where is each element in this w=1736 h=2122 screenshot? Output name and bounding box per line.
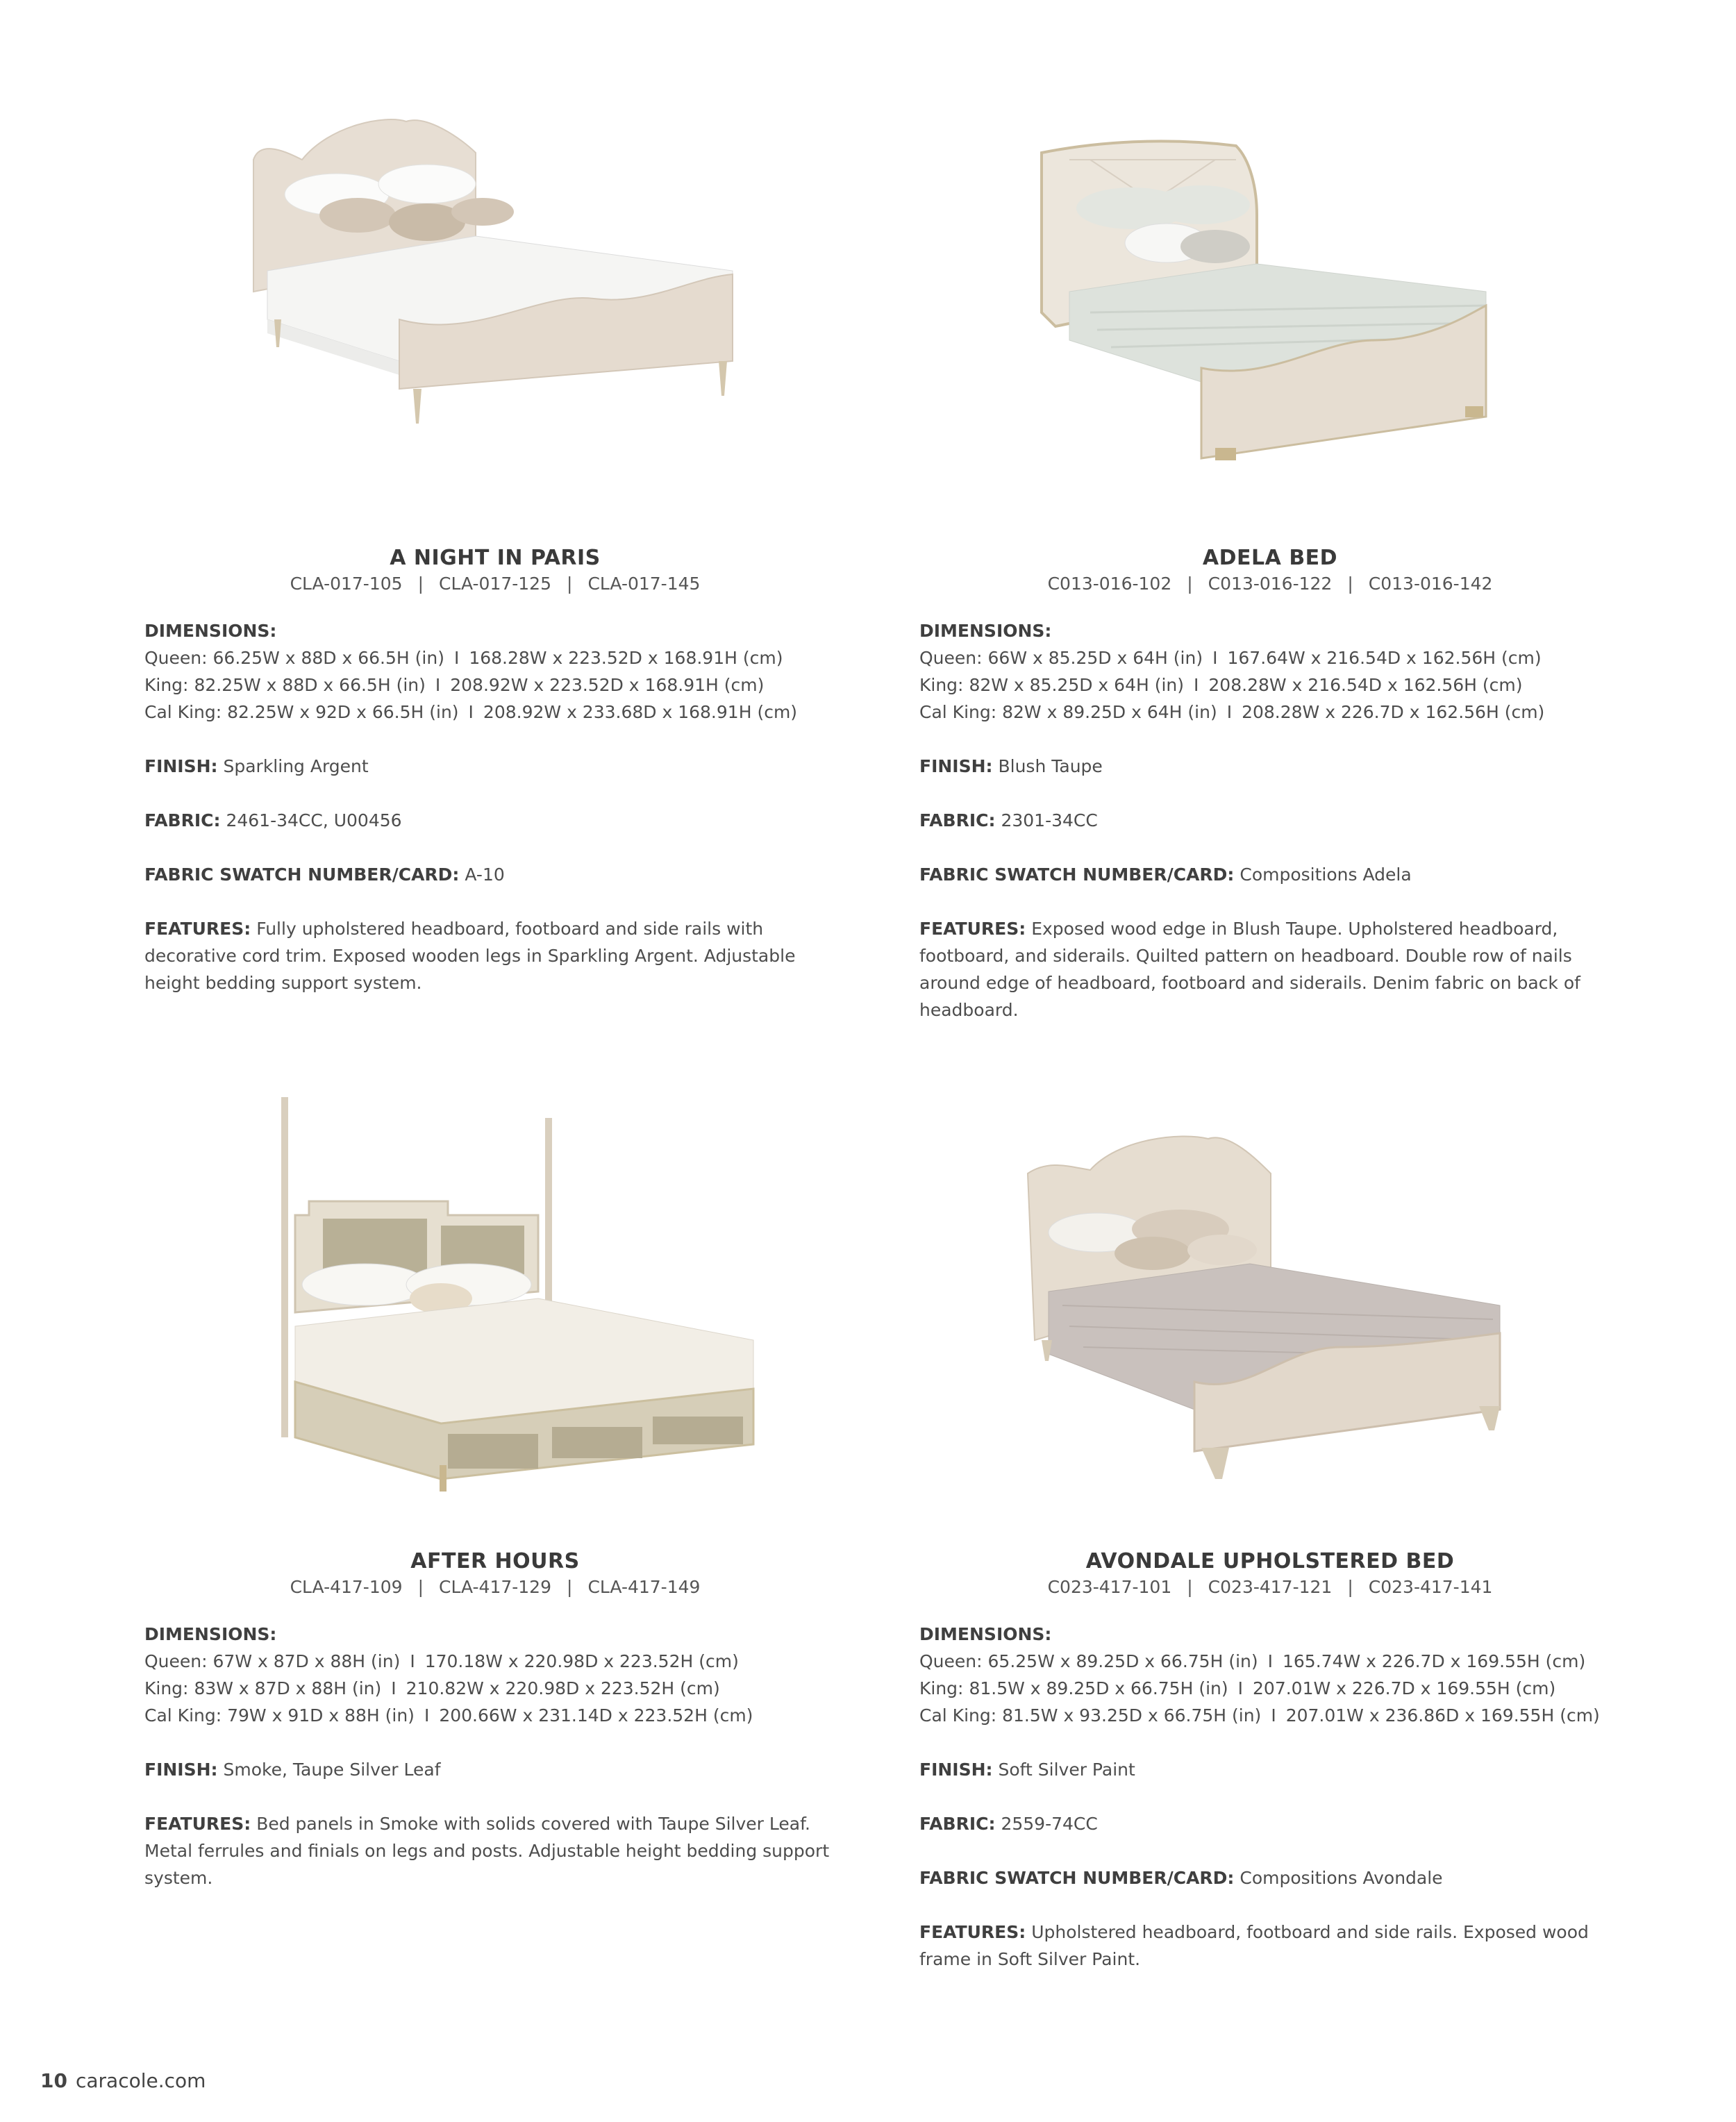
dimension-row-queen: Queen: 67W x 87D x 88H (in) I 170.18W x 220.98D x 223.52H (cm) bbox=[144, 1651, 739, 1671]
dimension-row-queen: Queen: 66W x 85.25D x 64H (in) I 167.64W x 216.54D x 162.56H (cm) bbox=[919, 648, 1542, 668]
sku-separator: | bbox=[1347, 574, 1353, 594]
page-footer bbox=[40, 2069, 206, 2092]
page-number: 10 bbox=[40, 2069, 67, 2092]
product-skus bbox=[919, 1575, 1621, 1600]
fabric-row: FABRIC: 2301-34CC bbox=[919, 810, 1098, 830]
dimensions-block bbox=[919, 617, 1621, 726]
sku: CLA-017-125 bbox=[439, 574, 551, 594]
finish-row: FINISH: Soft Silver Paint bbox=[919, 1760, 1135, 1780]
bed-photo-avondale bbox=[1021, 1132, 1521, 1493]
product-title: ADELA BED bbox=[1202, 546, 1338, 570]
sku: CLA-417-149 bbox=[587, 1577, 701, 1597]
bed-photo-a-night-in-paris bbox=[247, 111, 746, 479]
finish-row: FINISH: Smoke, Taupe Silver Leaf bbox=[144, 1760, 441, 1780]
product-avondale-upholstered-bed bbox=[919, 1548, 1621, 2000]
dimensions-label: DIMENSIONS: bbox=[919, 1624, 1052, 1644]
site-link[interactable]: caracole.com bbox=[75, 2069, 206, 2092]
product-adela-bed bbox=[919, 545, 1621, 1051]
dimension-row-cal-king: Cal King: 82.25W x 92D x 66.5H (in) I 208.92W x 233.68D x 168.91H (cm) bbox=[144, 702, 798, 722]
dimension-row-cal-king: Cal King: 79W x 91D x 88H (in) I 200.66W x 231.14D x 223.52H (cm) bbox=[144, 1705, 753, 1726]
product-a-night-in-paris bbox=[144, 545, 846, 1024]
features-row: FEATURES: Exposed wood edge in Blush Taupe. Upholstered headboard, footboard, and siderails. Quilted pattern on headboard. Double row of nails around edge of headboard, footboard and siderails. Denim fabric on back of headboard. bbox=[919, 919, 1580, 1020]
dimensions-block bbox=[144, 617, 846, 726]
sku-separator: | bbox=[1347, 1577, 1353, 1597]
finish-row: FINISH: Blush Taupe bbox=[919, 756, 1103, 776]
product-title: A NIGHT IN PARIS bbox=[390, 546, 601, 570]
sku: C023-417-101 bbox=[1047, 1577, 1172, 1597]
finish-row: FINISH: Sparkling Argent bbox=[144, 756, 369, 776]
sku-separator: | bbox=[567, 574, 573, 594]
features-row: FEATURES: Bed panels in Smoke with solids covered with Taupe Silver Leaf. Metal ferrules and finials on legs and posts. Adjustable height bedding support system. bbox=[144, 1814, 830, 1888]
sku: C023-417-141 bbox=[1368, 1577, 1493, 1597]
sku-separator: | bbox=[1187, 574, 1193, 594]
sku: C013-016-122 bbox=[1208, 574, 1333, 594]
dimensions-block bbox=[919, 1621, 1621, 1729]
sku: C013-016-102 bbox=[1047, 574, 1172, 594]
product-skus bbox=[919, 571, 1621, 596]
dimension-row-king: King: 81.5W x 89.25D x 66.75H (in) I 207.01W x 226.7D x 169.55H (cm) bbox=[919, 1678, 1556, 1698]
dimension-row-king: King: 82.25W x 88D x 66.5H (in) I 208.92W x 223.52D x 168.91H (cm) bbox=[144, 675, 765, 695]
fabric-row: FABRIC: 2559-74CC bbox=[919, 1814, 1098, 1834]
dimensions-label: DIMENSIONS: bbox=[919, 621, 1052, 641]
features-row: FEATURES: Fully upholstered headboard, footboard and side rails with decorative cord trim. Exposed wooden legs in Sparkling Argent. Adjustable height bedding support system. bbox=[144, 919, 796, 993]
sku: CLA-017-145 bbox=[587, 574, 701, 594]
dimension-row-queen: Queen: 66.25W x 88D x 66.5H (in) I 168.28W x 223.52D x 168.91H (cm) bbox=[144, 648, 783, 668]
swatch-row: FABRIC SWATCH NUMBER/CARD: Compositions Avondale bbox=[919, 1868, 1443, 1888]
sku: C023-417-121 bbox=[1208, 1577, 1333, 1597]
swatch-row: FABRIC SWATCH NUMBER/CARD: Compositions Adela bbox=[919, 864, 1412, 885]
sku: CLA-417-109 bbox=[290, 1577, 403, 1597]
dimension-row-cal-king: Cal King: 82W x 89.25D x 64H (in) I 208.28W x 226.7D x 162.56H (cm) bbox=[919, 702, 1545, 722]
dimension-row-cal-king: Cal King: 81.5W x 93.25D x 66.75H (in) I 207.01W x 236.86D x 169.55H (cm) bbox=[919, 1705, 1600, 1726]
sku: CLA-017-105 bbox=[290, 574, 403, 594]
product-title: AVONDALE UPHOLSTERED BED bbox=[1085, 1549, 1455, 1573]
sku-separator: | bbox=[1187, 1577, 1193, 1597]
sku-separator: | bbox=[417, 574, 424, 594]
dimensions-label: DIMENSIONS: bbox=[144, 1624, 277, 1644]
product-skus bbox=[144, 1575, 846, 1600]
sku: CLA-417-129 bbox=[439, 1577, 551, 1597]
product-title: AFTER HOURS bbox=[410, 1549, 580, 1573]
dimensions-label: DIMENSIONS: bbox=[144, 621, 277, 641]
bed-photo-adela bbox=[1028, 132, 1528, 479]
sku: C013-016-142 bbox=[1368, 574, 1493, 594]
swatch-row: FABRIC SWATCH NUMBER/CARD: A-10 bbox=[144, 864, 505, 885]
dimension-row-king: King: 82W x 85.25D x 64H (in) I 208.28W x 216.54D x 162.56H (cm) bbox=[919, 675, 1523, 695]
dimension-row-queen: Queen: 65.25W x 89.25D x 66.75H (in) I 165.74W x 226.7D x 169.55H (cm) bbox=[919, 1651, 1586, 1671]
features-row: FEATURES: Upholstered headboard, footboard and side rails. Exposed wood frame in Soft Silver Paint. bbox=[919, 1922, 1589, 1969]
product-after-hours bbox=[144, 1548, 846, 1919]
dimension-row-king: King: 83W x 87D x 88H (in) I 210.82W x 220.98D x 223.52H (cm) bbox=[144, 1678, 720, 1698]
sku-separator: | bbox=[417, 1577, 424, 1597]
product-skus bbox=[144, 571, 846, 596]
sku-separator: | bbox=[567, 1577, 573, 1597]
bed-photo-after-hours bbox=[274, 1090, 760, 1493]
fabric-row: FABRIC: 2461-34CC, U00456 bbox=[144, 810, 402, 830]
dimensions-block bbox=[144, 1621, 846, 1729]
